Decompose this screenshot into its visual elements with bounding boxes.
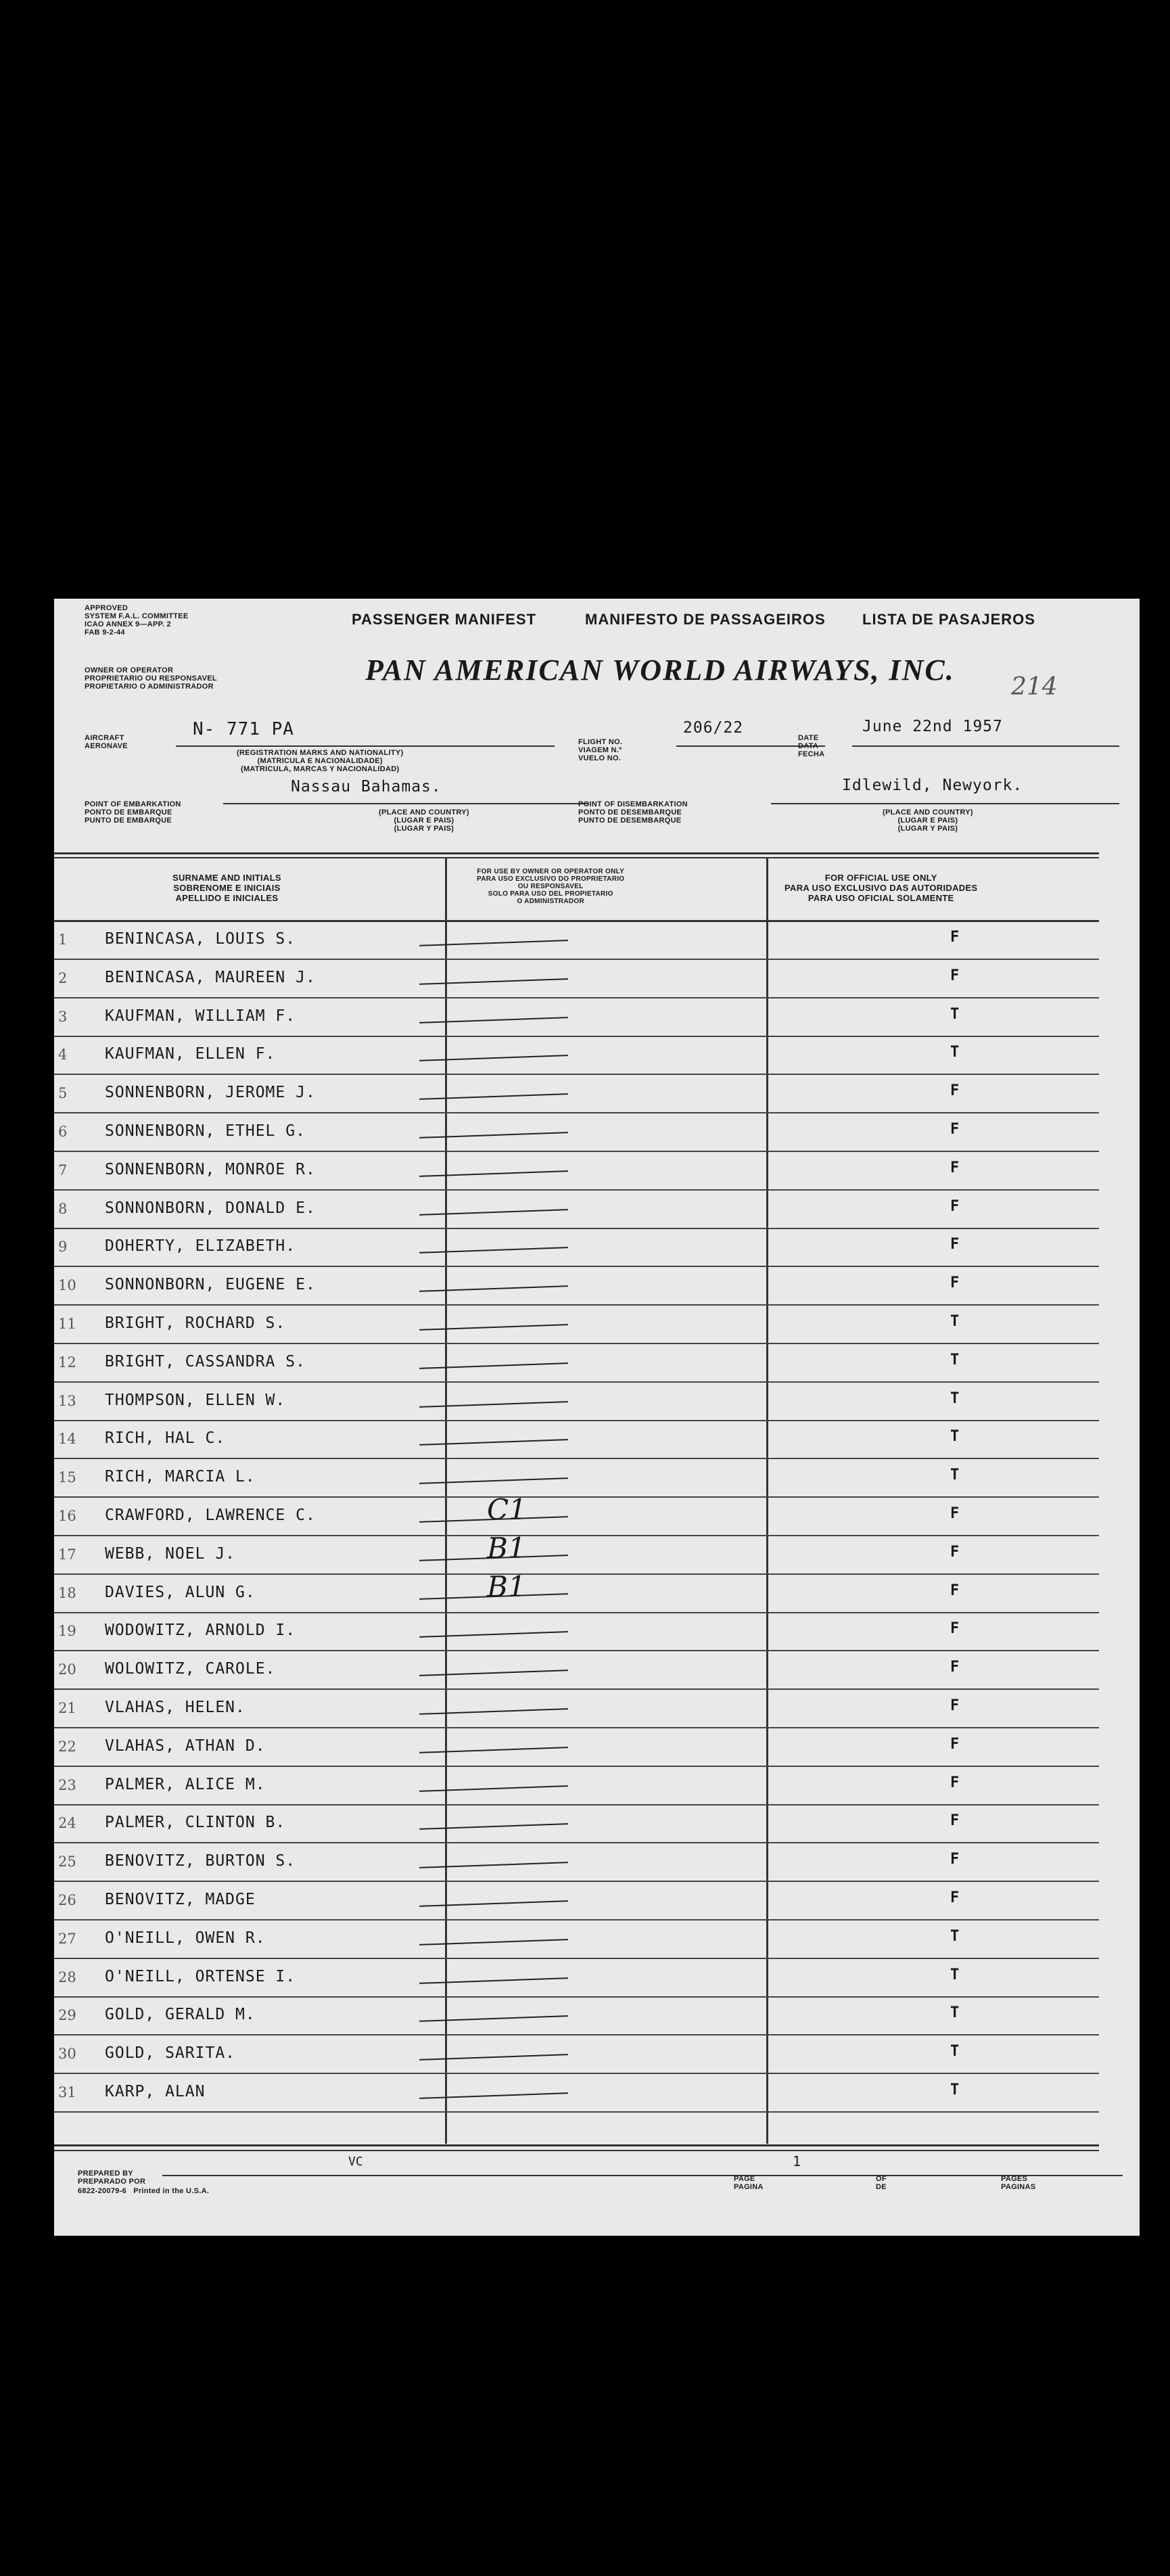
official-code: T <box>950 1313 960 1330</box>
official-code: F <box>950 1582 960 1599</box>
check-stroke <box>419 1670 568 1676</box>
official-code: T <box>950 1044 960 1061</box>
pages-labels: PAGES PAGINAS <box>1001 2175 1036 2191</box>
official-code: F <box>950 1620 960 1638</box>
row-rule <box>54 1112 1099 1113</box>
row-rule <box>54 2034 1099 2036</box>
check-stroke <box>419 1862 568 1868</box>
table-row <box>54 922 1099 960</box>
official-code: T <box>950 2004 960 2022</box>
passenger-name: WOLOWITZ, CAROLE. <box>105 1660 276 1678</box>
row-number: 24 <box>58 1815 76 1832</box>
official-code: F <box>950 1197 960 1215</box>
row-rule <box>54 1573 1099 1575</box>
passenger-name: CRAWFORD, LAWRENCE C. <box>105 1506 316 1524</box>
preparer-initials: VC <box>348 2155 363 2169</box>
passenger-name: BENINCASA, LOUIS S. <box>105 930 296 948</box>
official-code: F <box>950 1659 960 1676</box>
check-stroke <box>419 1632 568 1638</box>
check-stroke <box>419 1900 568 1907</box>
date-labels: DATE DATA FECHA <box>798 734 825 758</box>
check-stroke <box>419 1977 568 1984</box>
official-code: F <box>950 1082 960 1100</box>
row-number: 28 <box>58 1969 76 1985</box>
column-header-owner: FOR USE BY OWNER OR OPERATOR ONLY PARA USO EXCLUSIVO DO PROPRIETARIO OU RESPONSAVEL SOLO PARA USO DEL PROPIETARIO O ADMINISTRADOR <box>477 868 625 905</box>
row-number: 13 <box>58 1392 76 1409</box>
table-row <box>54 1306 1099 1344</box>
passenger-name: KAUFMAN, WILLIAM F. <box>105 1007 296 1025</box>
official-code: T <box>950 1467 960 1484</box>
official-code: T <box>950 1966 960 1983</box>
of-labels: OF DE <box>876 2175 887 2191</box>
row-rule <box>54 1727 1099 1728</box>
flight-date: June 22nd 1957 <box>862 718 1003 735</box>
table-row <box>54 1569 1099 1613</box>
row-rule <box>54 1496 1099 1498</box>
row-number: 26 <box>58 1892 76 1908</box>
table-row <box>54 1960 1099 1998</box>
flight-labels: FLIGHT NO. VIAGEM N.º VUELO NO. <box>578 738 623 762</box>
owner-labels: OWNER OR OPERATOR PROPRIETARIO OU RESPONSAVEL PROPIETARIO O ADMINISTRADOR <box>85 666 217 691</box>
page-labels: PAGE PAGINA <box>734 2175 764 2191</box>
row-number: 17 <box>58 1546 76 1563</box>
check-stroke <box>419 1401 568 1408</box>
official-code: T <box>950 2082 960 2098</box>
official-code: T <box>950 1927 960 1945</box>
passenger-name: SONNONBORN, EUGENE E. <box>105 1276 316 1294</box>
table-row <box>54 1268 1099 1306</box>
row-number: 4 <box>58 1046 68 1063</box>
passenger-name: SONNENBORN, ETHEL G. <box>105 1122 306 1140</box>
form-info: 6822-20079-6 Printed in the U.S.A. <box>78 2187 210 2195</box>
table-row <box>54 2036 1099 2074</box>
row-number: 18 <box>58 1584 76 1601</box>
row-number: 31 <box>58 2084 76 2100</box>
passenger-name: KARP, ALAN <box>105 2083 206 2100</box>
table-row <box>54 1613 1099 1651</box>
table-row <box>54 1153 1099 1191</box>
official-code: F <box>950 1236 960 1254</box>
table-row <box>54 1531 1099 1575</box>
check-stroke <box>419 1824 568 1831</box>
disembarkation-labels: POINT OF DISEMBARKATION PONTO DE DESEMBARQUE PUNTO DE DESEMBARQUE <box>578 800 688 825</box>
official-code: F <box>950 1735 960 1753</box>
check-stroke <box>419 1055 568 1062</box>
passenger-name: DAVIES, ALUN G. <box>105 1583 256 1601</box>
official-code: F <box>950 1851 960 1868</box>
row-number: 15 <box>58 1469 76 1486</box>
check-stroke <box>419 1324 568 1331</box>
row-number: 23 <box>58 1776 76 1793</box>
check-stroke <box>419 1477 568 1484</box>
table-row <box>54 1998 1099 2036</box>
table-row <box>54 1690 1099 1728</box>
page-number: 1 <box>793 2153 801 2169</box>
passenger-name: SONNENBORN, JEROME J. <box>105 1084 316 1102</box>
official-code: F <box>950 929 960 946</box>
official-code: F <box>950 1774 960 1791</box>
passenger-name: VLAHAS, ATHAN D. <box>105 1736 266 1755</box>
table-row <box>54 1844 1099 1882</box>
row-number: 21 <box>58 1700 76 1716</box>
official-code: F <box>950 1274 960 1292</box>
passenger-name: SONNONBORN, DONALD E. <box>105 1199 316 1217</box>
table-row <box>54 1076 1099 1113</box>
flight-number: 206/22 <box>683 719 744 737</box>
passenger-name: RICH, HAL C. <box>105 1429 226 1448</box>
title-spanish: LISTA DE PASAJEROS <box>862 611 1035 628</box>
row-number: 16 <box>58 1508 76 1524</box>
table-row <box>54 1729 1099 1767</box>
row-rule <box>54 2111 1099 2113</box>
row-rule <box>54 1804 1099 1806</box>
table-row <box>54 1037 1099 1075</box>
passenger-name: BENINCASA, MAUREEN J. <box>105 968 316 986</box>
official-code: F <box>950 1121 960 1138</box>
prepared-by-labels: PREPARED BY PREPARADO POR <box>78 2169 146 2186</box>
aircraft-registration: N- 771 PA <box>193 719 294 739</box>
check-stroke <box>419 1209 568 1216</box>
passenger-name: O'NEILL, OWEN R. <box>105 1929 266 1947</box>
passenger-name: GOLD, GERALD M. <box>105 2006 256 2024</box>
table-row <box>54 1921 1099 1959</box>
official-code: F <box>950 1697 960 1714</box>
row-number: 3 <box>58 1008 68 1025</box>
passenger-name: VLAHAS, HELEN. <box>105 1699 245 1716</box>
row-rule <box>54 997 1099 998</box>
official-code: T <box>950 1428 960 1446</box>
check-stroke <box>419 1170 568 1177</box>
approval-block: APPROVED SYSTEM F.A.L. COMMITTEE ICAO ANNEX 9—APP. 2 FAB 9-2-44 <box>85 604 189 637</box>
table-row <box>54 961 1099 998</box>
row-number: 25 <box>58 1854 76 1870</box>
official-code: T <box>950 2043 960 2061</box>
passenger-name: O'NEILL, ORTENSE I. <box>105 1967 296 1985</box>
disembarkation-point: Idlewild, Newyork. <box>842 777 1023 794</box>
check-stroke <box>419 2054 568 2061</box>
row-number: 5 <box>58 1085 68 1102</box>
embark-place-labels: (PLACE AND COUNTRY) (LUGAR E PAIS) (LUGAR Y PAIS) <box>379 808 469 833</box>
row-rule <box>54 1612 1099 1613</box>
table-row <box>54 1883 1099 1920</box>
row-rule <box>54 1688 1099 1690</box>
row-number: 7 <box>58 1162 68 1178</box>
check-stroke <box>419 1285 568 1292</box>
row-rule <box>54 1343 1099 1344</box>
row-number: 6 <box>58 1124 68 1140</box>
passenger-name: GOLD, SARITA. <box>105 2044 236 2063</box>
passenger-name: PALMER, CLINTON B. <box>105 1814 286 1832</box>
table-row <box>54 1114 1099 1152</box>
row-number: 8 <box>58 1200 68 1217</box>
official-code: F <box>950 967 960 984</box>
check-stroke <box>419 940 568 946</box>
row-rule <box>54 1881 1099 1882</box>
row-rule <box>54 2073 1099 2074</box>
passenger-name: RICH, MARCIA L. <box>105 1468 256 1486</box>
row-number: 27 <box>58 1930 76 1947</box>
check-stroke <box>419 2092 568 2099</box>
passenger-name: DOHERTY, ELIZABETH. <box>105 1237 296 1256</box>
row-number: 30 <box>58 2046 76 2063</box>
row-rule <box>54 959 1099 960</box>
check-stroke <box>419 1247 568 1254</box>
row-number: 29 <box>58 2007 76 2024</box>
row-number: 10 <box>58 1277 76 1294</box>
column-header-names: SURNAME AND INITIALS SOBRENOME E INICIAIS APELLIDO E INICIALES <box>172 873 281 903</box>
handwritten-mark: C1 <box>487 1493 527 1526</box>
check-stroke <box>419 1708 568 1715</box>
official-code: T <box>950 1351 960 1368</box>
row-rule <box>54 1074 1099 1075</box>
passenger-name: BRIGHT, ROCHARD S. <box>105 1314 286 1332</box>
official-code: F <box>950 1812 960 1830</box>
column-header-official: FOR OFFICIAL USE ONLY PARA USO EXCLUSIVO DAS AUTORIDADES PARA USO OFICIAL SOLAMENTE <box>785 873 978 903</box>
row-rule <box>54 1420 1099 1421</box>
table-row <box>54 999 1099 1037</box>
passenger-name: BENOVITZ, MADGE <box>105 1891 256 1908</box>
table-row <box>54 2075 1099 2113</box>
row-rule <box>54 1650 1099 1651</box>
row-rule <box>54 1958 1099 1959</box>
row-number: 9 <box>58 1239 68 1256</box>
official-code: F <box>950 1505 960 1522</box>
table-row <box>54 1768 1099 1806</box>
passenger-name: BENOVITZ, BURTON S. <box>105 1852 296 1870</box>
table-row <box>54 1460 1099 1498</box>
check-stroke <box>419 1440 568 1446</box>
registration-labels: (REGISTRATION MARKS AND NATIONALITY) (MATRICULA E NACIONALIDADE) (MATRICULA, MARCAS Y NACIONALIDAD) <box>237 749 404 773</box>
check-stroke <box>419 1939 568 1946</box>
manifest-document <box>54 599 1140 2236</box>
check-stroke <box>419 2016 568 2023</box>
row-rule <box>54 1151 1099 1152</box>
embarkation-point: Nassau Bahamas. <box>291 778 442 796</box>
row-rule <box>54 1996 1099 1998</box>
official-code: F <box>950 1159 960 1176</box>
page-mark: 214 <box>1011 673 1058 701</box>
row-number: 22 <box>58 1738 76 1755</box>
official-code: F <box>950 1543 960 1561</box>
row-rule <box>54 1458 1099 1459</box>
passenger-name: THOMPSON, ELLEN W. <box>105 1391 286 1409</box>
check-stroke <box>419 1093 568 1100</box>
row-number: 2 <box>58 969 68 986</box>
embarkation-labels: POINT OF EMBARKATION PONTO DE EMBARQUE PUNTO DE EMBARQUE <box>85 800 181 825</box>
table-row <box>54 1345 1099 1383</box>
passenger-name: SONNENBORN, MONROE R. <box>105 1160 316 1178</box>
check-stroke <box>419 1362 568 1369</box>
check-stroke <box>419 1785 568 1792</box>
row-rule <box>54 1189 1099 1191</box>
check-stroke <box>419 978 568 985</box>
disembark-place-labels: (PLACE AND COUNTRY) (LUGAR E PAIS) (LUGAR Y PAIS) <box>883 808 973 833</box>
operator-name: PAN AMERICAN WORLD AIRWAYS, INC. <box>365 653 955 687</box>
row-number: 20 <box>58 1661 76 1678</box>
table-row <box>54 1421 1099 1459</box>
row-rule <box>54 1919 1099 1920</box>
table-row <box>54 1652 1099 1690</box>
handwritten-mark: B1 <box>487 1569 526 1603</box>
row-number: 19 <box>58 1623 76 1640</box>
row-number: 12 <box>58 1354 76 1371</box>
passenger-name: WEBB, NOEL J. <box>105 1544 236 1563</box>
table-row <box>54 1806 1099 1843</box>
aircraft-labels: AIRCRAFT AERONAVE <box>85 734 128 750</box>
check-stroke <box>419 1017 568 1024</box>
table-row <box>54 1493 1099 1536</box>
title-english: PASSENGER MANIFEST <box>352 611 537 628</box>
passenger-name: KAUFMAN, ELLEN F. <box>105 1045 276 1063</box>
official-code: T <box>950 1389 960 1407</box>
check-stroke <box>419 1747 568 1753</box>
handwritten-mark: B1 <box>487 1531 526 1565</box>
row-rule <box>54 1304 1099 1306</box>
table-row <box>54 1383 1099 1421</box>
row-number: 14 <box>58 1431 76 1448</box>
passenger-name: WODOWITZ, ARNOLD I. <box>105 1622 296 1640</box>
passenger-name: BRIGHT, CASSANDRA S. <box>105 1352 306 1371</box>
passenger-name: PALMER, ALICE M. <box>105 1775 266 1793</box>
row-rule <box>54 1266 1099 1267</box>
row-rule <box>54 1766 1099 1767</box>
row-rule <box>54 1036 1099 1037</box>
row-rule <box>54 1228 1099 1229</box>
row-rule <box>54 1381 1099 1383</box>
table-row <box>54 1229 1099 1267</box>
table-row <box>54 1191 1099 1229</box>
title-portuguese: MANIFESTO DE PASSAGEIROS <box>585 611 826 628</box>
row-number: 1 <box>58 932 68 948</box>
row-rule <box>54 1842 1099 1843</box>
official-code: F <box>950 1889 960 1906</box>
official-code: T <box>950 1005 960 1023</box>
row-number: 11 <box>58 1316 76 1332</box>
check-stroke <box>419 1132 568 1138</box>
row-rule <box>54 1535 1099 1536</box>
